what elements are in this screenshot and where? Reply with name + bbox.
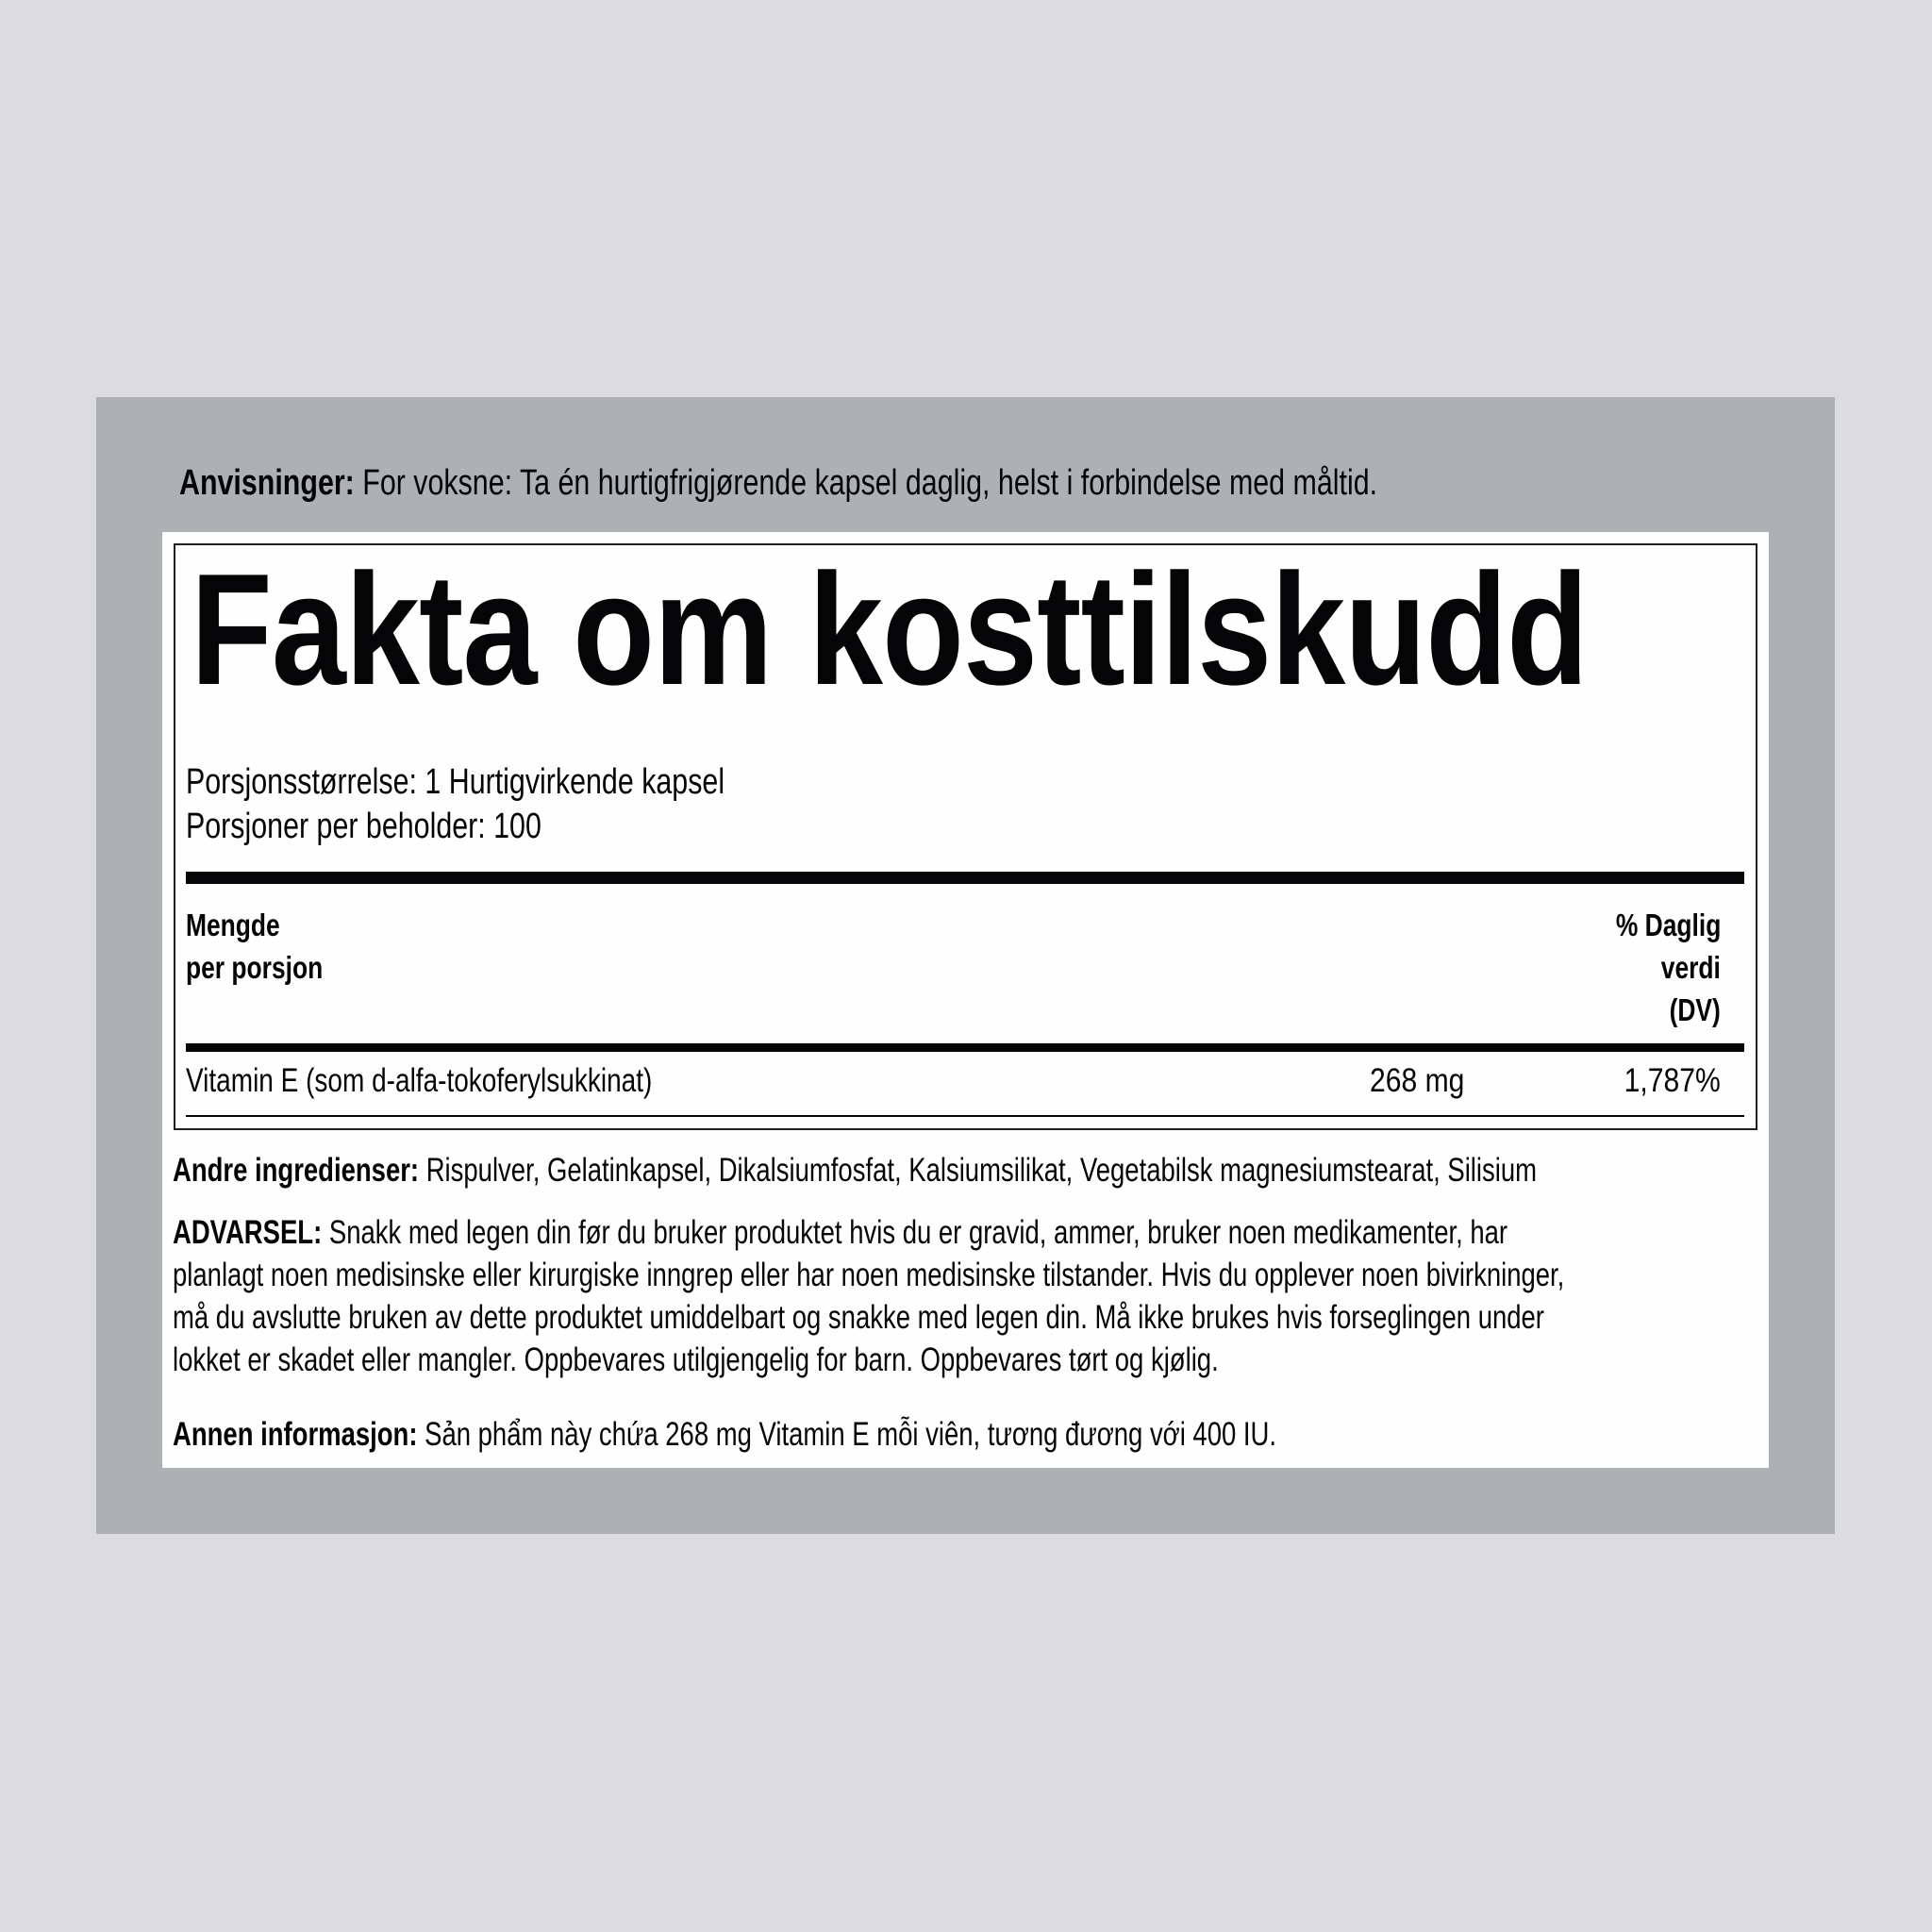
warning-line-3: må du avslutte bruken av dette produktet umiddelbart og snakke med legen din. Må ikke brukes hvis forseglingen under: [173, 1299, 1544, 1336]
nutrient-name: Vitamin E (som d-alfa-tokoferylsukkinat): [186, 1062, 653, 1099]
other-ingredients-label: Andre ingredienser:: [173, 1152, 420, 1189]
warning-label: ADVARSEL:: [173, 1214, 323, 1251]
facts-title: Fakta om kosttilskudd: [191, 541, 1589, 718]
other-information: [173, 1418, 1276, 1451]
serving-size: Porsjonsstørrelse: 1 Hurtigvirkende kapsel: [186, 762, 725, 802]
other-information-text: Sản phẩm này chứa 268 mg Vitamin E mỗi viên, tương đương với 400 IU.: [417, 1416, 1277, 1453]
daily-value-header-2: verdi: [1660, 950, 1721, 985]
thick-rule-middle: [186, 1043, 1744, 1052]
daily-value-header-3: (DV): [1669, 992, 1721, 1027]
thick-rule-top: [186, 872, 1744, 884]
daily-value-header-1: % Daglig: [1615, 908, 1721, 942]
amount-per-serving-header-1: Mengde: [186, 908, 280, 942]
warning-text-1: Snakk med legen din før du bruker produktet hvis du er gravid, ammer, bruker noen medikamenter, har: [322, 1214, 1508, 1251]
servings-per-container: Porsjoner per beholder: 100: [186, 807, 541, 846]
warning-line-1: [173, 1216, 1507, 1249]
thin-rule-bottom: [186, 1115, 1744, 1117]
amount-per-serving-header-2: per porsjon: [186, 950, 324, 985]
directions: [179, 465, 1377, 501]
warning-line-2: planlagt noen medisinske eller kirurgiske inngrep eller har noen medisinske tilstander. Hvis du opplever noen bivirkninger,: [173, 1257, 1565, 1293]
other-information-label: Annen informasjon:: [173, 1416, 418, 1453]
other-ingredients-text: Rispulver, Gelatinkapsel, Dikalsiumfosfat, Kalsiumsilikat, Vegetabilsk magnesiumstearat, Silisium: [419, 1152, 1538, 1189]
directions-label: Anvisninger:: [179, 463, 355, 503]
warning-line-4: lokket er skadet eller mangler. Oppbevares utilgjengelig for barn. Oppbevares tørt og kjølig.: [173, 1341, 1219, 1378]
other-ingredients: [173, 1154, 1537, 1187]
nutrient-daily-value: 1,787%: [1624, 1062, 1721, 1099]
nutrient-amount: 268 mg: [1370, 1062, 1465, 1099]
directions-text: For voksne: Ta én hurtigfrigjørende kapsel daglig, helst i forbindelse med måltid.: [354, 463, 1378, 503]
